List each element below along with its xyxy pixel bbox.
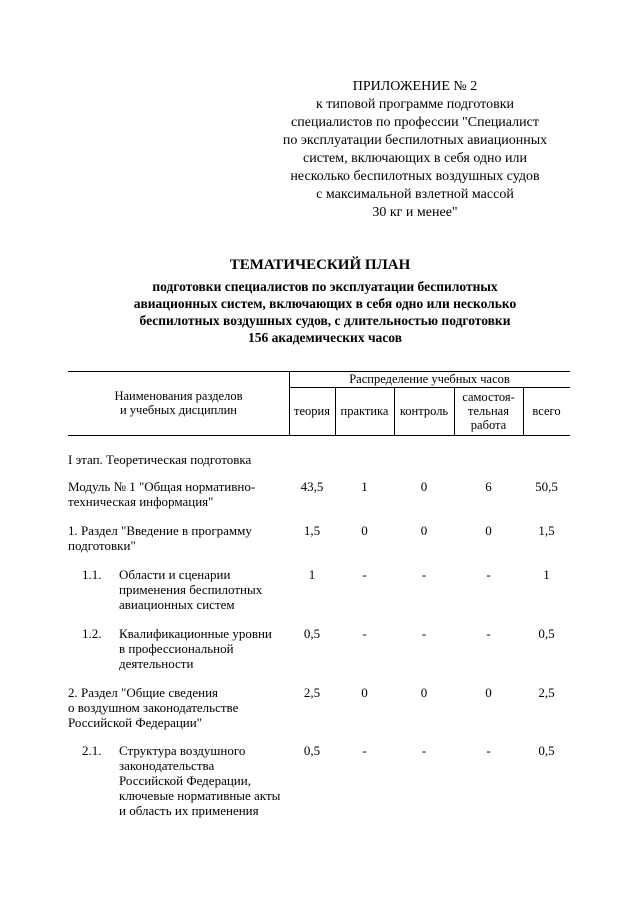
row-label-line: Квалификационные уровни (119, 626, 272, 641)
row-label-line: Российской Федерации, (119, 773, 251, 788)
cell-total: 1 (543, 567, 550, 582)
cell-practice: - (362, 567, 367, 582)
appendix-block (250, 78, 580, 222)
appendix-line: систем, включающих в себя одно или (302, 151, 528, 166)
row-label-line: Структура воздушного (119, 743, 246, 758)
row-label-line: Российской Федерации" (68, 715, 203, 730)
table-row-number: 2.1. (82, 743, 102, 758)
cell-self: 0 (485, 523, 492, 538)
cell-self: 6 (485, 479, 492, 494)
row-label-line: Модуль № 1 "Общая нормативно- (68, 479, 256, 494)
header-bottom-border (68, 435, 570, 436)
cell-control: 0 (420, 523, 428, 538)
cell-self: - (486, 567, 491, 582)
document-subtitle (60, 278, 590, 346)
header-name (68, 389, 289, 417)
table-row-subject (119, 626, 272, 671)
table-row-number: 1.1. (82, 567, 102, 582)
cell-theory: 0,5 (303, 626, 321, 641)
row-label-line: техническая информация" (68, 494, 214, 509)
table-row-module (68, 479, 255, 509)
appendix-line: по эксплуатации беспилотных авиационных (282, 133, 548, 148)
subtitle-line: беспилотных воздушных судов, с длительностью подготовки (139, 313, 511, 328)
header-total: всего (532, 404, 561, 418)
cell-theory: 2,5 (303, 685, 321, 700)
cell-theory: 0,5 (303, 743, 321, 758)
cell-total: 50,5 (535, 479, 558, 494)
appendix-line: несколько беспилотных воздушных судов (290, 169, 540, 184)
appendix-line: 30 кг и менее" (372, 205, 458, 220)
row-label-line: о воздушном законодательстве (68, 700, 239, 715)
subtitle-line: 156 академических часов (248, 330, 402, 345)
cell-practice: 0 (361, 685, 368, 700)
cell-total: 1,5 (538, 523, 555, 538)
cell-control: - (421, 626, 427, 641)
row-label-line: подготовки" (68, 538, 136, 553)
subtitle-line: авиационных систем, включающих в себя одно или несколько (133, 296, 517, 311)
row-label-line: 1. Раздел "Введение в программу (68, 523, 252, 538)
cell-control: 0 (420, 479, 428, 494)
table-row-stage (68, 452, 251, 467)
cell-control: - (421, 743, 427, 758)
header-self-line: самостоя- (462, 390, 515, 404)
header-control: контроль (399, 404, 449, 418)
cell-self: 0 (485, 685, 492, 700)
row-label-line: Области и сценарии (119, 567, 231, 582)
cell-control: - (421, 567, 427, 582)
row-label-line: I этап. Теоретическая подготовка (68, 452, 252, 467)
cell-practice: 1 (361, 479, 368, 494)
header-practice: практика (340, 404, 389, 418)
row-label-line: и область их применения (119, 803, 259, 818)
cell-practice: 0 (361, 523, 368, 538)
header-name-line: и учебных дисциплин (119, 403, 237, 417)
table-row-number: 1.2. (82, 626, 102, 641)
cell-practice: - (362, 743, 367, 758)
row-label-line: 2. Раздел "Общие сведения (68, 685, 219, 700)
table-row-section (68, 523, 252, 553)
row-label-line: авиационных систем (119, 597, 235, 612)
cell-total: 0,5 (538, 626, 555, 641)
row-label-line: в профессиональной (119, 641, 234, 656)
table-row-section (68, 685, 238, 730)
row-label-line: применения беспилотных (119, 582, 263, 597)
appendix-line: специалистов по профессии "Специалист (291, 115, 539, 130)
group-header-border (289, 387, 570, 388)
cell-theory: 43,5 (300, 479, 324, 494)
cell-theory: 1,5 (303, 523, 321, 538)
header-self-line: тельная (468, 404, 509, 418)
cell-self: - (486, 626, 491, 641)
header-self-line: работа (470, 418, 507, 432)
cell-practice: - (362, 626, 367, 641)
cell-self: - (486, 743, 491, 758)
header-group: Распределение учебных часов (349, 372, 510, 386)
table-row-subject (119, 567, 262, 612)
subtitle-line: подготовки специалистов по эксплуатации беспилотных (152, 279, 498, 294)
appendix-line: с максимальной взлетной массой (316, 187, 514, 202)
appendix-line: ПРИЛОЖЕНИЕ № 2 (352, 79, 478, 94)
header-self (454, 390, 523, 432)
header-theory: теория (294, 404, 330, 418)
document-title: ТЕМАТИЧЕСКИЙ ПЛАН (229, 257, 411, 273)
row-label-line: деятельности (119, 656, 194, 671)
row-label-line: законодательства (119, 758, 215, 773)
row-label-line: ключевые нормативные акты (119, 788, 281, 803)
header-name-line: Наименования разделов (114, 389, 243, 403)
cell-control: 0 (420, 685, 428, 700)
cell-theory: 1 (308, 567, 316, 582)
cell-total: 2,5 (538, 685, 555, 700)
appendix-line: к типовой программе подготовки (315, 97, 515, 112)
cell-total: 0,5 (538, 743, 555, 758)
table-row-subject (119, 743, 280, 818)
